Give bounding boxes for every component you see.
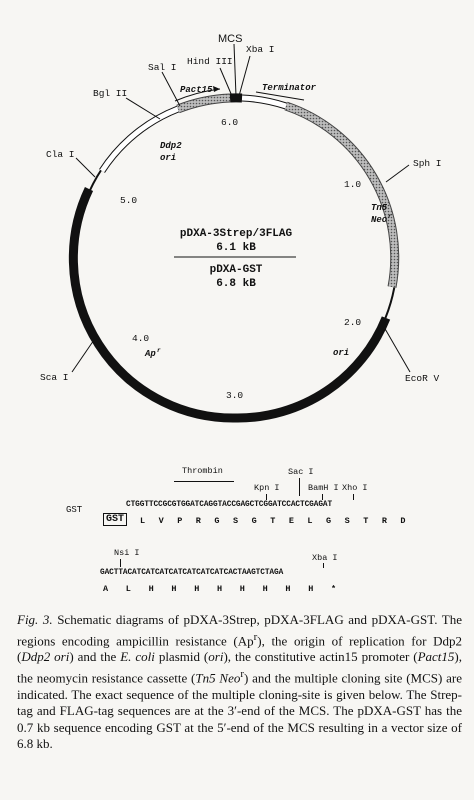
nsi1-label: Nsi I xyxy=(114,548,140,558)
position-3: 3.0 xyxy=(226,390,244,401)
position-6: 6.0 xyxy=(221,117,239,128)
plasmid-name-2: pDXA-GST xyxy=(209,264,263,276)
site-bgl2: Bgl II xyxy=(93,88,128,99)
site-cla1: Cla I xyxy=(46,149,75,160)
position-4: 4.0 xyxy=(132,333,150,344)
figure-caption: Fig. 3. Schematic diagrams of pDXA-3Strep, pDXA-3FLAG and pDXA-GST. The regions encoding ampicillin resistance (Ap$^r$), the origin of replication for Ddp2 (Ddp2 ori) and the E. coli plasmid (ori), the constitutive actin15 promoter (Pact15), the neomycin resistance cassette (Tn5 Neo$^r$) and the multiple cloning site (MCS) are indicated. The exact sequence of the multiple cloning-site is given below. The Strep-tag and FLAG-tag sequences are at the 3′-end of the MCS. The pDXA-GST has the 0.7 kb sequence encoding GST at the 5′-end of the MCS resulting in a vector size of 6.8 kb. xyxy=(17,612,462,752)
thrombin-label: Thrombin xyxy=(182,466,223,476)
gst-box: GST xyxy=(103,513,127,526)
site-sal1: Sal I xyxy=(148,62,177,73)
plasmid-size-2: 6.8 kB xyxy=(216,278,256,290)
site-ecorv: EcoR V xyxy=(405,373,440,384)
site-mcs: MCS xyxy=(218,33,243,45)
position-2: 2.0 xyxy=(344,317,362,328)
site-sca1: Sca I xyxy=(40,372,69,383)
aa-line-1: L V P R G S G T E L G S T R D xyxy=(140,516,410,526)
feature-neo: Neo xyxy=(371,215,388,225)
xba2-label: Xba I xyxy=(312,553,338,563)
feature-tn5: Tn5 xyxy=(371,203,388,213)
dna-line-1: CTGGTTCCGCGTGGATCAGGTACCGAGCTCGGATCCACTCGAGAT xyxy=(126,501,333,509)
ap-region xyxy=(73,189,386,418)
position-1: 1.0 xyxy=(344,179,362,190)
feature-ori: ori xyxy=(333,348,350,358)
feature-ddp2-ori: ori xyxy=(160,153,177,163)
site-sph1: Sph I xyxy=(413,158,442,169)
dna-line-2: GACTTACATCATCATCATCATCATCATCACTAAGTCTAGA xyxy=(100,569,284,577)
plasmid-size-1: 6.1 kB xyxy=(216,242,256,254)
feature-neo-sup: r xyxy=(388,213,392,220)
gst-row-label: GST xyxy=(66,505,83,515)
feature-terminator: Terminator xyxy=(262,83,317,93)
feature-pact15: Pact15 xyxy=(180,85,213,95)
bamh1-label: BamH I xyxy=(308,483,339,493)
sac1-label: Sac I xyxy=(288,467,314,477)
plasmid-name-1: pDXA-3Strep/3FLAG xyxy=(179,228,293,240)
caption-fig-label: Fig. 3. xyxy=(17,612,53,627)
xho1-label: Xho I xyxy=(342,483,368,493)
feature-ddp2: Ddp2 xyxy=(160,141,182,151)
site-hind3: Hind III xyxy=(187,56,233,67)
site-xba1: Xba I xyxy=(246,44,275,55)
aa-line-2: A L H H H H H H H H * xyxy=(103,584,343,594)
kpn1-label: Kpn I xyxy=(254,483,280,493)
feature-ap-sup: r xyxy=(157,347,161,354)
feature-ap: Ap xyxy=(145,349,156,359)
position-5: 5.0 xyxy=(120,195,138,206)
